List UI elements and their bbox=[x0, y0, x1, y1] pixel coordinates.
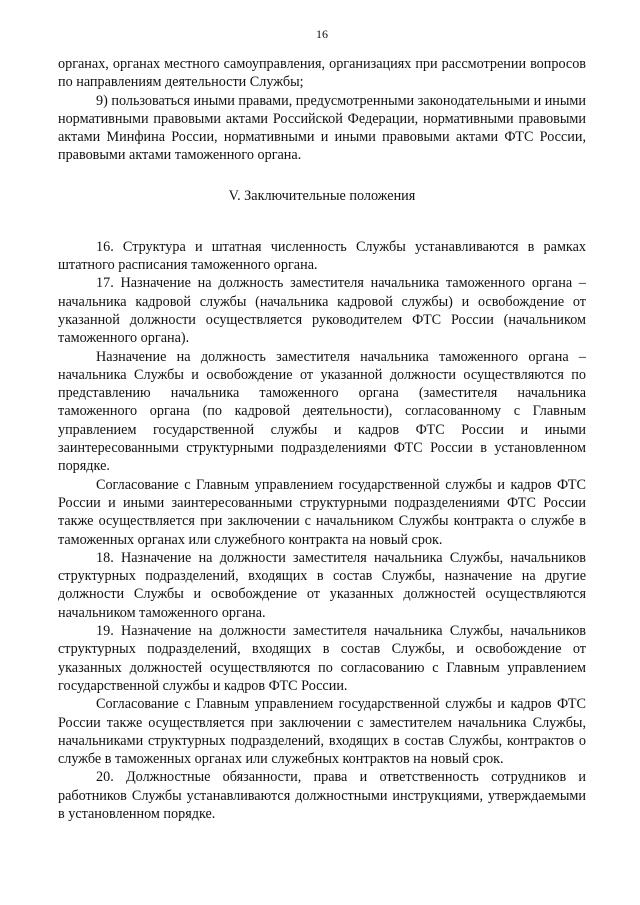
page-number: 16 bbox=[316, 27, 328, 41]
paragraph-20: 20. Должностные обязанности, права и ответственность сотрудников и работников Службы устанавливаются должностными инструкциями, утверждаемыми в установленном порядке. bbox=[58, 769, 586, 822]
paragraph-17-appointment: Назначение на должность заместителя начальника таможенного органа – начальника Службы и освобождение от указанной должности осуществляются по представлению начальника таможенного органа (заместителя начальника таможенного органа (по кадровой деятельности), согласованному с Главным управлением государственной службы и кадров ФТС России и иными заинтересованными структурными подразделениями ФТС России в установленном порядке. bbox=[58, 348, 586, 475]
paragraph-16: 16. Структура и штатная численность Службы устанавливаются в рамках штатного расписания таможенного органа. bbox=[58, 238, 586, 274]
paragraph-item-9: 9) пользоваться иными правами, предусмотренными законодательными и иными нормативными правовыми актами Российской Федерации, нормативными правовыми актами Минфина России, нормативными и иными правовыми актами ФТС России, правовыми актами таможенного органа. bbox=[58, 92, 586, 164]
paragraph-continuation: органах, органах местного самоуправления, организациях при рассмотрении вопросов по направлениям деятельности Службы; bbox=[58, 56, 586, 91]
paragraph-18: 18. Назначение на должности заместителя начальника Службы, начальников структурных подразделений, входящих в состав Службы, назначение на другие должности Службы и освобождение от указанных должностей осуществляются начальником таможенного органа. bbox=[58, 549, 586, 621]
document-page bbox=[58, 0, 586, 905]
document-body bbox=[58, 55, 586, 823]
paragraph-19-approval: Согласование с Главным управлением государственной службы и кадров ФТС России также осуществляется при заключении с заместителем начальника Службы, начальниками структурных подразделений, входящих в состав Службы, контрактов о службе в таможенных органах или служебных контрактов на новый срок. bbox=[58, 696, 586, 768]
paragraph-19: 19. Назначение на должности заместителя начальника Службы, начальников структурных подразделений, входящих в состав Службы, и освобождение от указанных должностей осуществляются по согласованию с Главным управлением государственной службы и кадров ФТС России. bbox=[58, 623, 586, 694]
paragraph-17-approval: Согласование с Главным управлением государственной службы и кадров ФТС России и иными заинтересованными структурными подразделениями ФТС России также осуществляется при заключении с начальником Службы контракта о службе в таможенных органах или служебного контракта на новый срок. bbox=[58, 476, 586, 548]
section-heading: V. Заключительные положения bbox=[228, 187, 416, 204]
paragraph-17: 17. Назначение на должность заместителя начальника таможенного органа – начальника кадровой службы (начальника кадровой службы) и освобождение от указанной должности осуществляется руководителем ФТС России (начальником таможенного органа). bbox=[58, 275, 586, 347]
